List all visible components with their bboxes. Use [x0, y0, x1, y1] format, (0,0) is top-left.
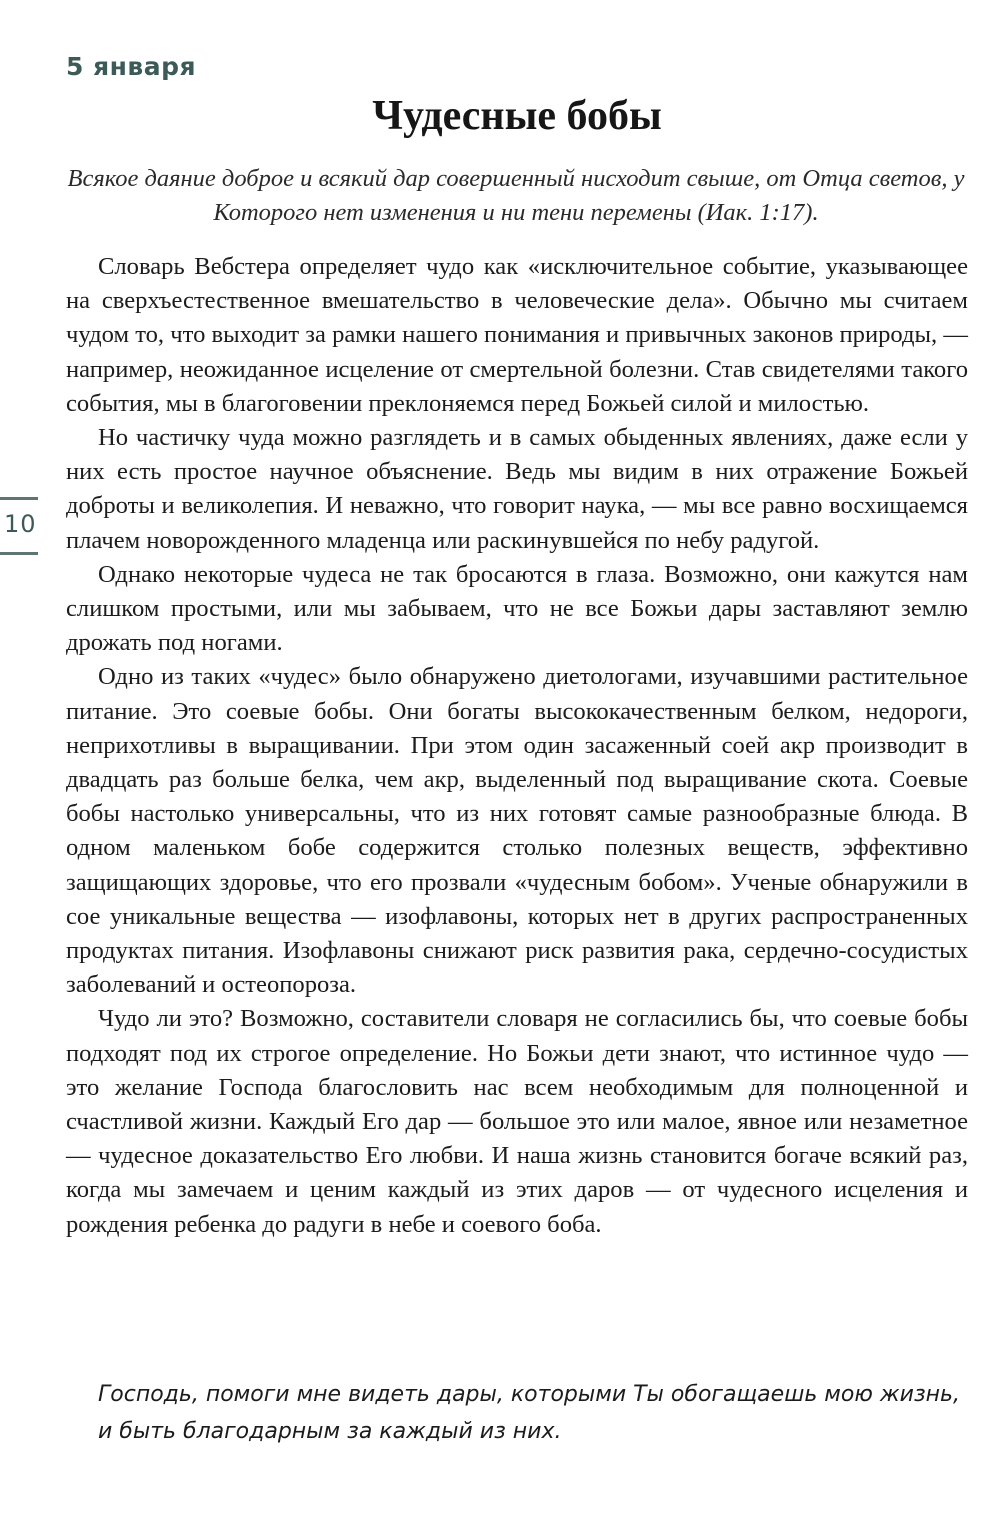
page-number: 10	[4, 510, 37, 538]
paragraph: Словарь Вебстера определяет чудо как «исключительное событие, указывающее на сверхъестественное вмешательство в человеческие дела». Обычно мы считаем чудом то, что выходит за рамки нашего понимания и привычных законов природы, — например, неожиданное исцеление от смертельной болезни. Став свидетелями такого события, мы в благоговении преклоняемся перед Божьей силой и милостью.	[66, 253, 968, 417]
page-tab-rule-bottom	[0, 552, 38, 555]
page-tab-rule-top	[0, 497, 38, 500]
paragraph: Одно из таких «чудес» было обнаружено диетологами, изучавшими растительное питание. Это соевые бобы. Они богаты высококачественным белком, недороги, неприхотливы в выращивании. При этом один засаженный соей акр производит в двадцать раз больше белка, чем акр, выделенный под выращивание скота. Соевые бобы настолько универсальны, что из них готовят самые разнообразные блюда. В одном маленьком бобе содержится столько полезных веществ, эффективно защищающих здоровье, что его прозвали «чудесным бобом». Ученые обнаружили в сое уникальные вещества — изофлавоны, которых нет в других распространенных продуктах питания. Изофлавоны снижают риск развития рака, сердечно-сосудистых заболеваний и остеопороза.	[66, 663, 968, 999]
page-title: Чудесные бобы	[372, 93, 662, 139]
paragraph: Чудо ли это? Возможно, составители словаря не согласились бы, что соевые бобы подходят под их строгое определение. Но Божьи дети знают, что истинное чудо — это желание Господа благословить нас всем необходимым для полноценной и счастливой жизни. Каждый Его дар — большое это или малое, явное или незаметное — чудесное доказательство Его любви. И наша жизнь становится богаче всякий раз, когда мы замечаем и ценим каждый из этих даров — от чудесного исцеления и рождения ребенка до радуги в небе и соевого боба.	[66, 1005, 968, 1238]
date-heading: 5 января	[66, 52, 197, 81]
page-number-tab	[0, 497, 42, 555]
paragraph: Но частичку чуда можно разглядеть и в самых обыденных явлениях, даже если у них есть простое научное объяснение. Ведь мы видим в них отражение Божьей доброты и великолепия. И неважно, что говорит наука, — мы все равно восхищаемся плачем новорожденного младенца или раскинувшейся по небу радугой.	[66, 424, 968, 554]
paragraph: Однако некоторые чудеса не так бросаются в глаза. Возможно, они кажутся нам слишком простыми, или мы забываем, что не все Божьи дары заставляют землю дрожать под ногами.	[66, 560, 968, 657]
closing-prayer: Господь, помоги мне видеть дары, которыми Ты обогащаешь мою жизнь, и быть благодарным за каждый из них.	[98, 1382, 961, 1444]
epigraph: Всякое даяние доброе и всякий дар совершенный нисходит свыше, от Отца светов, у Которого нет изменения и ни тени перемены (Иак. 1:17).	[67, 165, 965, 226]
article-body	[66, 250, 968, 1242]
